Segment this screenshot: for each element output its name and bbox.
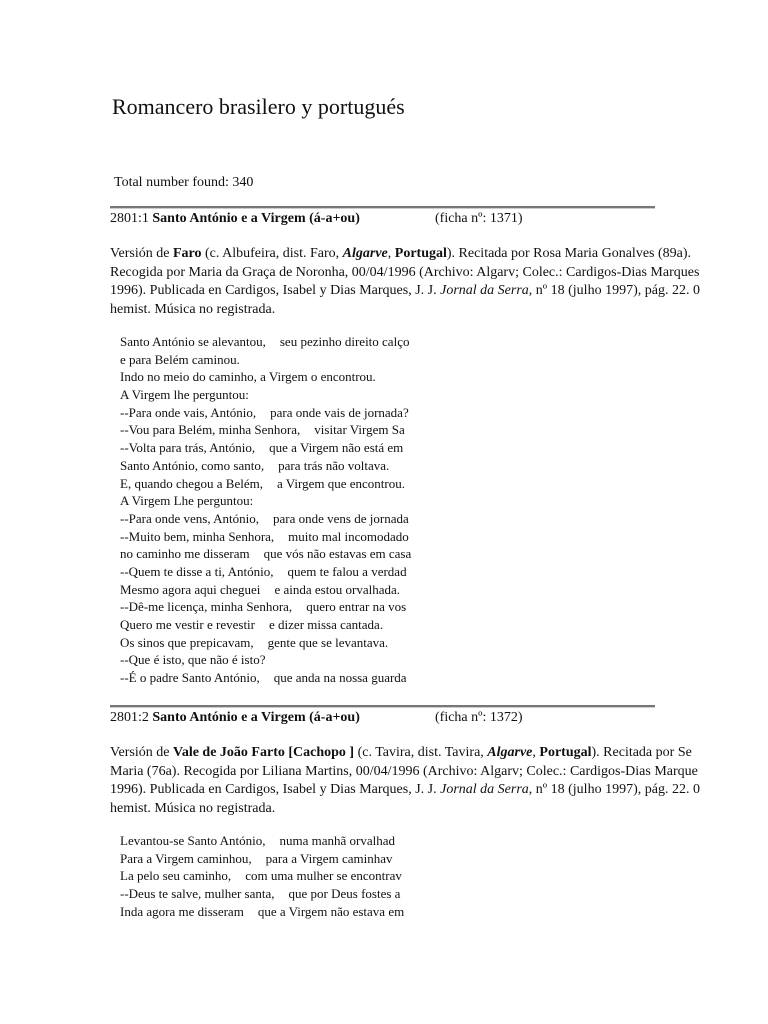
verse-first-hemistich: A Virgem lhe perguntou: bbox=[120, 387, 249, 403]
metadata-line: 1996). Publicada en Cardigos, Isabel y Dias Marques, J. J. Jornal da Serra, nº 18 (julho 1997), pág. 22. 0 bbox=[110, 283, 700, 298]
verse-line bbox=[120, 885, 440, 903]
verse-line bbox=[120, 421, 453, 439]
verse-first-hemistich: Quero me vestir e revestir bbox=[120, 617, 256, 632]
verse-second-hemistich: numa manhã orvalhad bbox=[279, 833, 396, 848]
metadata-bold: Portugal bbox=[394, 246, 447, 261]
entry-title[interactable]: Santo António e a Virgem (á-a+ou) bbox=[152, 710, 360, 725]
verse-first-hemistich: --Para onde vais, António, bbox=[120, 404, 257, 420]
poem-text bbox=[120, 832, 440, 920]
verse-line bbox=[120, 528, 453, 546]
verse-line bbox=[120, 351, 453, 369]
verse-first-hemistich: Santo António, como santo, bbox=[120, 457, 265, 473]
entry-ficha: (ficha nº: 1372) bbox=[435, 710, 523, 725]
metadata-line: hemist. Música no registrada. bbox=[110, 301, 276, 317]
verse-line bbox=[120, 545, 453, 563]
verse-first-hemistich: --Muito bem, minha Senhora, bbox=[120, 528, 275, 544]
verse-second-hemistich: seu pezinho direito calço bbox=[279, 334, 410, 349]
verse-second-hemistich: e ainda estou orvalhada. bbox=[274, 581, 401, 597]
verse-line bbox=[120, 368, 453, 386]
verse-second-hemistich: que a Virgem não estava em bbox=[257, 903, 405, 919]
verse-first-hemistich: Inda agora me disseram bbox=[120, 903, 244, 919]
verse-second-hemistich: para a Virgem caminhav bbox=[265, 850, 393, 866]
verse-second-hemistich: muito mal incomodado bbox=[288, 528, 409, 544]
verse-line bbox=[120, 439, 453, 457]
entry-metadata bbox=[110, 744, 768, 818]
verse-second-hemistich: que anda na nossa guarda bbox=[273, 670, 407, 686]
entry-number: 2801:1 bbox=[110, 211, 149, 226]
poem-text bbox=[120, 333, 453, 687]
verse-second-hemistich: que por Deus fostes a bbox=[288, 886, 401, 902]
metadata-line: Versión de Faro (c. Albufeira, dist. Faro, Algarve, Portugal). Recitada por Rosa Maria Gonalves (89a). bbox=[110, 246, 692, 261]
verse-line bbox=[120, 634, 453, 652]
verse-first-hemistich: no caminho me disseram bbox=[120, 546, 250, 562]
verse-second-hemistich: para trás não voltava. bbox=[278, 457, 390, 473]
verse-first-hemistich: --É o padre Santo António, bbox=[120, 670, 260, 686]
verse-line bbox=[120, 386, 453, 404]
total-count: Total number found: 340 bbox=[114, 175, 254, 190]
verse-first-hemistich: --Vou para Belém, minha Senhora, bbox=[120, 422, 301, 438]
verse-second-hemistich: visitar Virgem Sa bbox=[314, 422, 405, 438]
verse-first-hemistich: Santo António se alevantou, bbox=[120, 334, 266, 349]
entry-heading[interactable] bbox=[110, 709, 523, 727]
entry-title[interactable]: Santo António e a Virgem (á-a+ou) bbox=[152, 211, 360, 226]
metadata-line: Versión de Vale de João Farto [Cachopo ] (c. Tavira, dist. Tavira, Algarve, Portugal). Recitada por Se bbox=[110, 745, 692, 760]
verse-first-hemistich: e para Belém caminou. bbox=[120, 351, 240, 367]
verse-first-hemistich: E, quando chegou a Belém, bbox=[120, 475, 263, 491]
metadata-line: 1996). Publicada en Cardigos, Isabel y Dias Marques, J. J. Jornal da Serra, nº 18 (julho 1997), pág. 22. 0 bbox=[110, 782, 700, 797]
verse-first-hemistich: --Para onde vens, António, bbox=[120, 510, 260, 526]
metadata-line: Maria (76a). Recogida por Liliana Martins, 00/04/1996 (Archivo: Algarv; Colec.: Cardigos-Dias Marque bbox=[110, 763, 698, 779]
metadata-publication: Jornal da Serra bbox=[440, 283, 529, 298]
divider bbox=[110, 705, 655, 708]
metadata-publication: Jornal da Serra bbox=[440, 782, 529, 797]
verse-second-hemistich: quero entrar na vos bbox=[306, 599, 407, 615]
verse-line bbox=[120, 651, 453, 669]
verse-line bbox=[120, 832, 440, 850]
verse-line bbox=[120, 616, 453, 634]
entry-heading[interactable] bbox=[110, 210, 523, 228]
entry-ficha: (ficha nº: 1371) bbox=[435, 211, 523, 226]
metadata-region: Algarve bbox=[342, 246, 388, 261]
verse-second-hemistich: que vós não estavas em casa bbox=[263, 546, 412, 562]
verse-second-hemistich: para onde vais de jornada? bbox=[270, 404, 409, 420]
verse-second-hemistich: com uma mulher se encontrav bbox=[245, 868, 402, 884]
verse-first-hemistich: Levantou-se Santo António, bbox=[120, 833, 266, 848]
verse-second-hemistich: para onde vens de jornada bbox=[273, 510, 409, 526]
verse-second-hemistich: que a Virgem não está em bbox=[269, 440, 404, 456]
verse-first-hemistich: --Que é isto, que não é isto? bbox=[120, 652, 266, 668]
verse-second-hemistich: e dizer missa cantada. bbox=[269, 617, 384, 632]
verse-first-hemistich: Para a Virgem caminhou, bbox=[120, 850, 252, 866]
divider bbox=[110, 206, 655, 209]
metadata-line: Recogida por Maria da Graça de Noronha, 00/04/1996 (Archivo: Algarv; Colec.: Cardigos-Dias Marques bbox=[110, 264, 700, 280]
verse-first-hemistich: Indo no meio do caminho, a Virgem o encontrou. bbox=[120, 369, 376, 385]
metadata-bold: Vale de João Farto [Cachopo ] bbox=[173, 745, 355, 760]
verse-line bbox=[120, 475, 453, 493]
entry-number: 2801:2 bbox=[110, 710, 149, 725]
verse-first-hemistich: --Volta para trás, António, bbox=[120, 440, 256, 456]
verse-line bbox=[120, 598, 453, 616]
verse-second-hemistich: a Virgem que encontrou. bbox=[276, 475, 405, 491]
verse-second-hemistich: gente que se levantava. bbox=[267, 634, 389, 650]
verse-line bbox=[120, 581, 453, 599]
verse-line bbox=[120, 867, 440, 885]
page-title: Romancero brasilero y portugués bbox=[112, 94, 405, 119]
verse-first-hemistich: --Deus te salve, mulher santa, bbox=[120, 886, 275, 902]
verse-line bbox=[120, 492, 453, 510]
metadata-region: Algarve bbox=[487, 745, 533, 760]
verse-first-hemistich: A Virgem Lhe perguntou: bbox=[120, 493, 254, 509]
verse-line bbox=[120, 333, 453, 351]
verse-second-hemistich: quem te falou a verdad bbox=[287, 563, 407, 579]
verse-line bbox=[120, 563, 453, 581]
metadata-bold: Faro bbox=[173, 246, 202, 261]
verse-first-hemistich: Mesmo agora aqui cheguei bbox=[120, 581, 261, 597]
verse-line bbox=[120, 669, 453, 687]
verse-line bbox=[120, 903, 440, 921]
verse-first-hemistich: --Dê-me licença, minha Senhora, bbox=[120, 599, 293, 615]
verse-line bbox=[120, 850, 440, 868]
verse-line bbox=[120, 457, 453, 475]
verse-line bbox=[120, 404, 453, 422]
verse-first-hemistich: Os sinos que prepicavam, bbox=[120, 634, 254, 650]
entry-metadata bbox=[110, 245, 768, 319]
metadata-bold: Portugal bbox=[539, 745, 592, 760]
metadata-line: hemist. Música no registrada. bbox=[110, 800, 276, 816]
verse-line bbox=[120, 510, 453, 528]
verse-first-hemistich: --Quem te disse a ti, António, bbox=[120, 563, 274, 579]
verse-first-hemistich: La pelo seu caminho, bbox=[120, 868, 232, 884]
